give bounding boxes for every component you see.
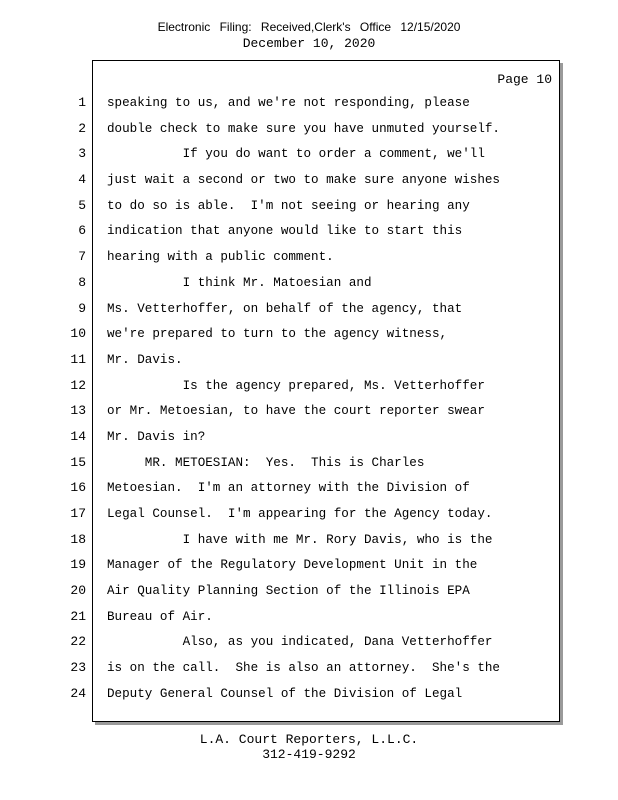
line-number: 6 bbox=[78, 223, 86, 239]
line-number: 10 bbox=[70, 326, 86, 342]
transcript-date: December 10, 2020 bbox=[242, 36, 376, 51]
transcript-line: I think Mr. Matoesian and bbox=[107, 275, 372, 290]
line-number: 20 bbox=[70, 583, 86, 599]
transcript-line: indication that anyone would like to start this bbox=[107, 224, 463, 239]
line-number: 24 bbox=[70, 685, 86, 701]
transcript-line: Ms. Vetterhoffer, on behalf of the agency, that bbox=[107, 301, 463, 316]
transcript-line: MR. METOESIAN: Yes. This is Charles bbox=[107, 455, 425, 470]
transcript-line: to do so is able. I'm not seeing or hearing any bbox=[107, 198, 470, 213]
transcript-line: just wait a second or two to make sure anyone wishes bbox=[107, 173, 500, 188]
transcript-line: Deputy General Counsel of the Division of Legal bbox=[107, 686, 463, 701]
line-number: 17 bbox=[70, 506, 86, 521]
line-number: 16 bbox=[70, 480, 86, 496]
transcript-line: Bureau of Air. bbox=[107, 609, 213, 624]
transcript-line: Legal Counsel. I'm appearing for the Agency today. bbox=[107, 507, 493, 521]
transcript-line: Mr. Davis. bbox=[107, 352, 183, 367]
filing-stamp: Electronic Filing: Received,Clerk's Office 12/15/2020 bbox=[157, 20, 461, 34]
line-number: 18 bbox=[70, 531, 86, 547]
line-number: 5 bbox=[78, 197, 86, 213]
transcript-line: double check to make sure you have unmuted yourself. bbox=[107, 121, 500, 136]
line-number: 15 bbox=[70, 454, 86, 470]
line-number: 3 bbox=[78, 146, 86, 162]
line-number: 23 bbox=[70, 660, 86, 676]
line-number: 7 bbox=[78, 249, 86, 265]
line-number: 14 bbox=[70, 428, 86, 444]
line-number: 8 bbox=[78, 274, 86, 290]
footer-company: L.A. Court Reporters, L.L.C. bbox=[199, 732, 419, 747]
transcript-line: speaking to us, and we're not responding, please bbox=[107, 96, 470, 110]
transcript-line: Manager of the Regulatory Development Unit in the bbox=[107, 558, 478, 573]
line-number: 9 bbox=[78, 300, 86, 316]
transcript-line: I have with me Mr. Rory Davis, who is the bbox=[107, 532, 493, 547]
transcript-line: Mr. Davis in? bbox=[107, 429, 206, 444]
transcript-text bbox=[107, 93, 553, 710]
line-number: 22 bbox=[70, 634, 86, 650]
transcript-line: If you do want to order a comment, we'll bbox=[107, 147, 485, 162]
footer-phone: 312-419-9292 bbox=[262, 747, 356, 762]
transcript-line: or Mr. Metoesian, to have the court reporter swear bbox=[107, 404, 485, 419]
transcript-line: Air Quality Planning Section of the Illinois EPA bbox=[107, 584, 470, 599]
line-number: 21 bbox=[70, 608, 86, 624]
line-numbers bbox=[40, 93, 86, 710]
line-number: 12 bbox=[70, 377, 86, 393]
transcript-line: Metoesian. I'm an attorney with the Division of bbox=[107, 481, 470, 496]
line-number: 11 bbox=[70, 351, 86, 367]
transcript-line: is on the call. She is also an attorney. She's the bbox=[107, 661, 500, 676]
transcript-line: hearing with a public comment. bbox=[107, 250, 334, 265]
line-number: 19 bbox=[70, 557, 86, 573]
line-number: 2 bbox=[78, 120, 86, 136]
line-number: 1 bbox=[78, 95, 86, 110]
line-number: 13 bbox=[70, 403, 86, 419]
transcript-line: we're prepared to turn to the agency witness, bbox=[107, 327, 448, 342]
transcript-line: Is the agency prepared, Ms. Vetterhoffer bbox=[107, 378, 485, 393]
transcript-line: Also, as you indicated, Dana Vetterhoffer bbox=[107, 635, 493, 650]
line-number: 4 bbox=[78, 172, 86, 188]
page-number: Page 10 bbox=[497, 72, 552, 87]
